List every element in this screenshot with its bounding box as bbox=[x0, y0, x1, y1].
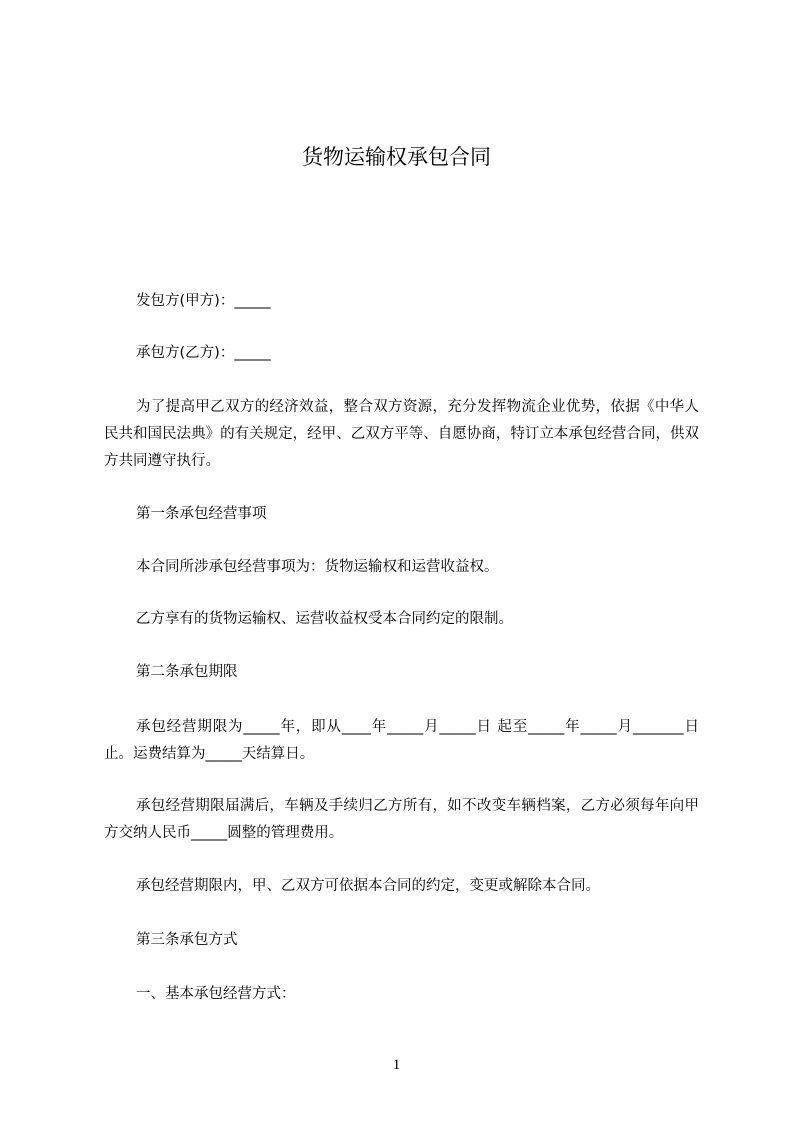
preamble-paragraph: 为了提高甲乙双方的经济效益，整合双方资源，充分发挥物流企业优势，依据《中华人民共和国民法典》的有关规定，经甲、乙双方平等、自愿协商，特订立本承包经营合同，供双方共同遵守执行。 bbox=[104, 399, 699, 469]
page-number: 1 bbox=[392, 1057, 401, 1073]
article-1-heading: 第一条承包经营事项 bbox=[136, 506, 267, 522]
article-2-heading: 第二条承包期限 bbox=[136, 664, 238, 680]
party-a-line: 发包方(甲方)：_____ bbox=[136, 293, 271, 309]
article-2-paragraph-2: 承包经营期限届满后，车辆及手续归乙方所有，如不改变车辆档案，乙方必须每年向甲方交纳人民币_____圆整的管理费用。 bbox=[104, 798, 699, 841]
article-2-paragraph-1: 承包经营期限为_____年，即从____年_____月_____日 起至_____年_____月_______日止。运费结算为_____天结算日。 bbox=[104, 719, 699, 762]
article-2-paragraph-3: 承包经营期限内，甲、乙双方可依据本合同的约定，变更或解除本合同。 bbox=[136, 878, 600, 894]
article-1-paragraph-1: 本合同所涉承包经营事项为：货物运输权和运营收益权。 bbox=[136, 559, 499, 575]
article-3-heading: 第三条承包方式 bbox=[136, 932, 238, 948]
article-3-item-1: 一、基本承包经营方式： bbox=[136, 986, 296, 1002]
party-b-line: 承包方(乙方)：_____ bbox=[136, 345, 271, 361]
document-title: 货物运输权承包合同 bbox=[302, 145, 491, 169]
article-1-paragraph-2: 乙方享有的货物运输权、运营收益权受本合同约定的限制。 bbox=[136, 611, 513, 627]
